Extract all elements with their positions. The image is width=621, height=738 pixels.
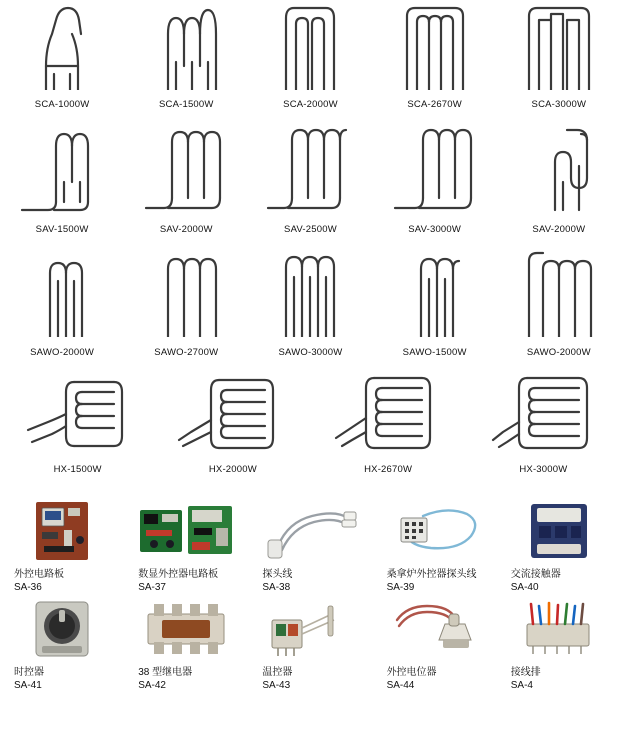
part-code: SA-36 (14, 582, 42, 593)
sca-3000-element-icon (497, 4, 621, 90)
heater-label: SCA-2000W (283, 99, 338, 110)
part-code: SA-4 (510, 680, 533, 691)
heater-row-sav (0, 110, 621, 235)
part-name: 时控器 (14, 667, 44, 678)
heater-item[interactable] (0, 126, 124, 235)
sav-2000b-element-icon (497, 126, 621, 214)
heater-label: SCA-1000W (34, 99, 90, 110)
heater-item[interactable] (373, 4, 497, 110)
sca-2000-element-icon (248, 4, 372, 90)
heater-item[interactable] (497, 126, 621, 235)
part-code: SA-44 (386, 680, 415, 691)
heater-item[interactable] (124, 4, 248, 110)
parts-grid (0, 500, 621, 696)
heater-label: SCA-1500W (158, 99, 214, 110)
potentiometer-photo (387, 598, 483, 660)
part-code: SA-39 (386, 582, 415, 593)
part-code: SA-43 (262, 680, 291, 691)
hx-2000-element-icon (155, 374, 310, 454)
part-name: 数显外控器电路板 (138, 569, 219, 580)
ac-contactor-photo (511, 500, 607, 562)
hx-3000-element-icon (466, 374, 621, 454)
heater-item[interactable] (155, 374, 310, 475)
heater-item[interactable] (311, 374, 466, 475)
sawo-1500-element-icon (373, 251, 497, 337)
hx-2670-element-icon (311, 374, 466, 454)
part-name: 交流接触器 (510, 569, 561, 580)
parts-row-2 (0, 598, 621, 692)
sawo-3000-element-icon (248, 251, 372, 337)
part-item[interactable] (248, 500, 372, 594)
part-code: SA-42 (138, 680, 166, 691)
heater-item[interactable] (124, 126, 248, 235)
part-item[interactable] (0, 500, 124, 594)
sca-1500-element-icon (124, 4, 248, 90)
part-item[interactable] (497, 500, 621, 594)
part-code: SA-38 (262, 582, 291, 593)
sawo-2700-element-icon (124, 251, 248, 337)
sav-2500-element-icon (248, 126, 372, 214)
part-item[interactable] (0, 598, 124, 692)
part-name: 温控器 (262, 667, 293, 678)
part-name: 外控电位器 (386, 667, 437, 678)
heater-label: HX-1500W (53, 464, 102, 475)
heater-label: SAV-3000W (408, 224, 462, 235)
part-item[interactable] (373, 500, 497, 594)
part-item[interactable] (248, 598, 372, 692)
heater-label: HX-3000W (519, 464, 568, 475)
sca-2670-element-icon (373, 4, 497, 90)
part-name: 接线排 (510, 667, 541, 678)
heater-row-hx (0, 358, 621, 475)
part-code: SA-40 (510, 582, 539, 593)
part-item[interactable] (124, 500, 248, 594)
sawo-2000-element-icon (0, 251, 124, 337)
part-name: 探头线 (262, 569, 293, 580)
digital-control-board-photo (138, 500, 234, 562)
relay-38-photo (138, 598, 234, 660)
heater-item[interactable] (248, 251, 372, 358)
control-board-photo (14, 500, 110, 562)
probe-cable-photo (262, 500, 358, 562)
part-item[interactable] (497, 598, 621, 692)
heater-item[interactable] (248, 4, 372, 110)
part-name: 38 型继电器 (138, 667, 193, 678)
sav-2000-element-icon (124, 126, 248, 214)
heater-label: SAWO-2000W (30, 347, 95, 358)
heater-label: SCA-3000W (531, 99, 587, 110)
heater-item[interactable] (248, 126, 372, 235)
sca-1000-element-icon (0, 4, 124, 90)
heater-item[interactable] (497, 251, 621, 358)
heater-item[interactable] (0, 251, 124, 358)
heater-item[interactable] (373, 126, 497, 235)
heater-label: SAWO-2000W (526, 347, 591, 358)
heater-row-sawo (0, 235, 621, 358)
heater-label: SAV-2000W (532, 224, 586, 235)
heater-label: HX-2000W (208, 464, 257, 475)
hx-1500-element-icon (0, 374, 155, 454)
heater-label: SAWO-1500W (402, 347, 467, 358)
terminal-block-photo (511, 598, 607, 660)
timer-photo (14, 598, 110, 660)
sawo-2000b-element-icon (497, 251, 621, 337)
parts-row-1 (0, 500, 621, 594)
heater-item[interactable] (497, 4, 621, 110)
sauna-controller-probe-photo (387, 500, 483, 562)
sav-1500-element-icon (0, 126, 124, 214)
heater-row-sca (0, 0, 621, 110)
heater-item[interactable] (466, 374, 621, 475)
thermostat-photo (262, 598, 358, 660)
heater-label: SAWO-2700W (154, 347, 219, 358)
heater-item[interactable] (124, 251, 248, 358)
heater-item[interactable] (0, 374, 155, 475)
sav-3000-element-icon (373, 126, 497, 214)
heater-label: SCA-2670W (407, 99, 462, 110)
part-code: SA-41 (14, 680, 42, 691)
part-name: 外控电路板 (14, 569, 64, 580)
heater-label: SAV-2000W (159, 224, 213, 235)
heater-label: SAWO-3000W (278, 347, 343, 358)
heater-label: SAV-2500W (284, 224, 337, 235)
heater-label: HX-2670W (364, 464, 413, 475)
part-item[interactable] (124, 598, 248, 692)
heater-item[interactable] (373, 251, 497, 358)
part-code: SA-37 (138, 582, 166, 593)
part-name: 桑拿炉外控器探头线 (386, 569, 477, 580)
part-item[interactable] (373, 598, 497, 692)
heater-label: SAV-1500W (35, 224, 89, 235)
heater-item[interactable] (0, 4, 124, 110)
